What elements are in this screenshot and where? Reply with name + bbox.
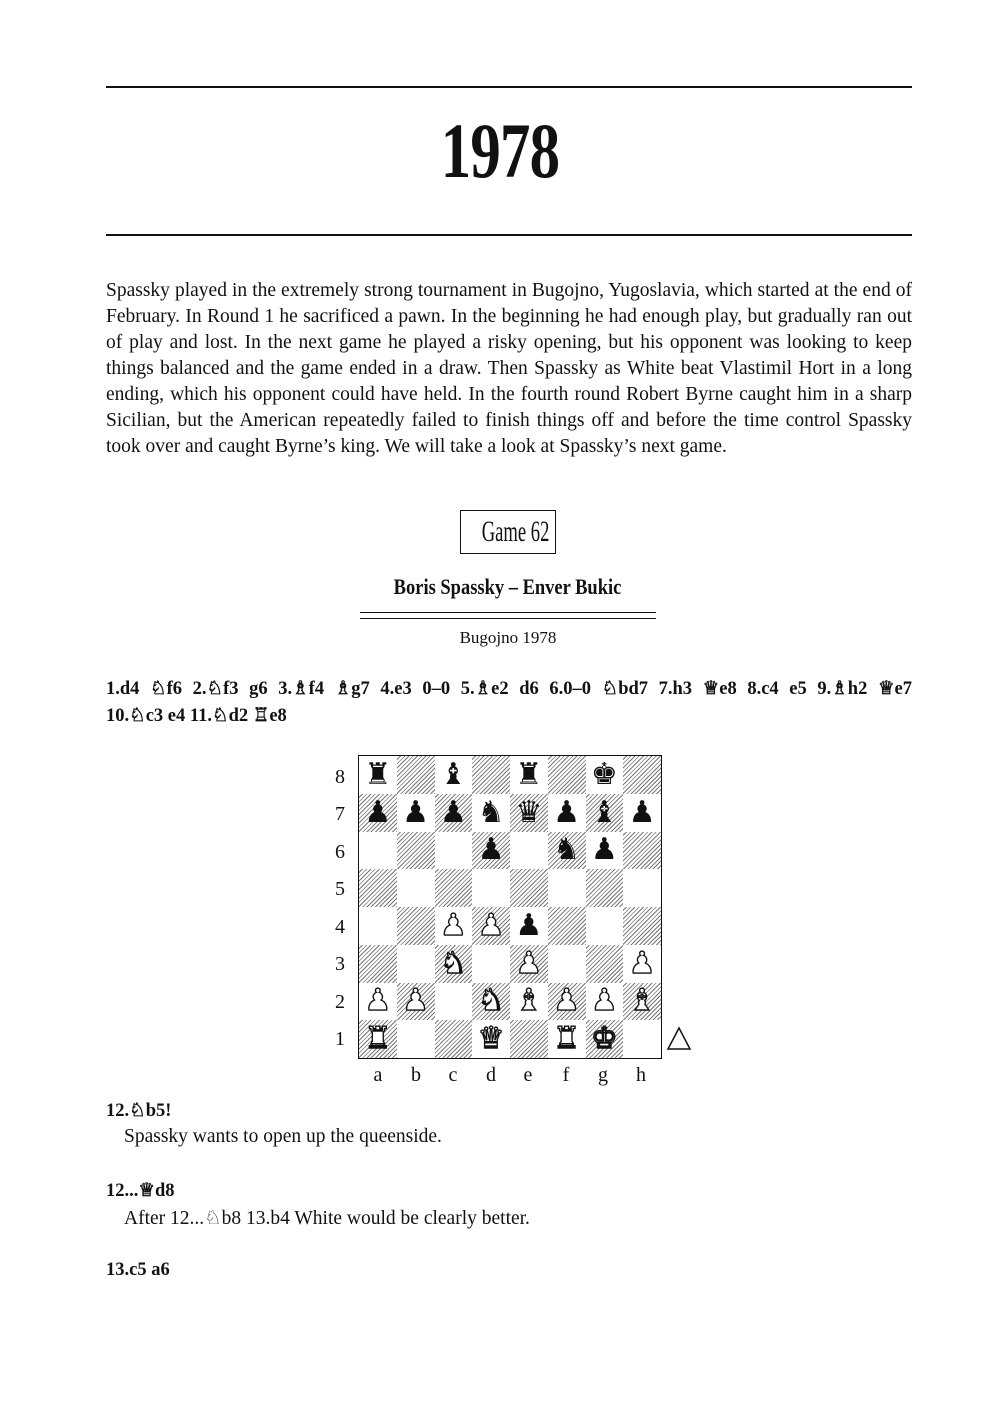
square-g2 — [586, 983, 624, 1021]
square-d4 — [472, 907, 510, 945]
white-pawn-icon: ♟ — [439, 907, 467, 943]
white-pawn-icon: ♟ — [515, 945, 543, 981]
file-label: h — [636, 1064, 646, 1086]
square-d6 — [472, 832, 510, 870]
square-e7 — [510, 794, 548, 832]
rank-label: 4 — [335, 916, 345, 938]
rank-label: 1 — [335, 1028, 345, 1050]
square-f2 — [548, 983, 586, 1021]
move-13: 13.c5 a6 — [106, 1260, 170, 1280]
square-c7 — [435, 794, 473, 832]
square-g1 — [586, 1020, 624, 1058]
bottom-rule — [106, 234, 912, 236]
square-b4 — [397, 907, 435, 945]
white-pawn-icon: ♟ — [590, 983, 618, 1019]
game-venue: Bugojno 1978 — [459, 628, 557, 647]
file-label: c — [448, 1064, 458, 1086]
square-a7 — [359, 794, 397, 832]
comment-12-white: Spassky wants to open up the queenside. — [124, 1126, 442, 1147]
black-queen-icon: ♛ — [515, 794, 543, 830]
square-f4 — [548, 907, 586, 945]
white-pawn-icon: ♟ — [477, 907, 505, 943]
chess-diagram — [358, 755, 662, 1059]
file-label: f — [562, 1064, 570, 1086]
white-king-icon: ♚ — [590, 1021, 618, 1057]
square-b6 — [397, 832, 435, 870]
square-g4 — [586, 907, 624, 945]
square-a5 — [359, 869, 397, 907]
square-d8 — [472, 756, 510, 794]
white-bishop-icon: ♝ — [515, 983, 543, 1019]
square-f8 — [548, 756, 586, 794]
black-pawn-icon: ♟ — [515, 907, 543, 943]
black-pawn-icon: ♟ — [628, 794, 656, 830]
square-c5 — [435, 869, 473, 907]
square-a2 — [359, 983, 397, 1021]
white-pawn-icon: ♟ — [628, 945, 656, 981]
square-b1 — [397, 1020, 435, 1058]
square-h1 — [623, 1020, 661, 1058]
square-c1 — [435, 1020, 473, 1058]
square-e6 — [510, 832, 548, 870]
square-e2 — [510, 983, 548, 1021]
black-pawn-icon: ♟ — [553, 794, 581, 830]
square-a3 — [359, 945, 397, 983]
file-label: d — [486, 1064, 496, 1086]
square-b2 — [397, 983, 435, 1021]
square-c3 — [435, 945, 473, 983]
square-h5 — [623, 869, 661, 907]
square-f7 — [548, 794, 586, 832]
square-a4 — [359, 907, 397, 945]
black-rook-icon: ♜ — [364, 756, 392, 792]
white-pawn-icon: ♟ — [364, 983, 392, 1019]
black-rook-icon: ♜ — [515, 756, 543, 792]
rank-label: 7 — [335, 803, 345, 825]
square-e3 — [510, 945, 548, 983]
comment-12-black: After 12...♘b8 13.b4 White would be clearly better. — [124, 1208, 530, 1229]
square-h8 — [623, 756, 661, 794]
file-label: a — [373, 1064, 383, 1086]
square-a6 — [359, 832, 397, 870]
white-rook-icon: ♜ — [553, 1021, 581, 1057]
black-pawn-icon: ♟ — [439, 794, 467, 830]
file-label: g — [598, 1064, 608, 1086]
black-pawn-icon: ♟ — [402, 794, 430, 830]
square-c2 — [435, 983, 473, 1021]
white-bishop-icon: ♝ — [628, 983, 656, 1019]
opening-moves-line-1: 1.d4 ♘f6 2.♘f3 g6 3.♗f4 ♗g7 4.e3 0–0 5.♗e2 d6 6.0–0 ♘bd7 7.h3 ♕e8 8.c4 e5 9.♗h2 ♕e7 — [106, 679, 912, 699]
white-queen-icon: ♛ — [477, 1021, 505, 1057]
square-h2 — [623, 983, 661, 1021]
black-pawn-icon: ♟ — [477, 832, 505, 868]
square-e4 — [510, 907, 548, 945]
square-b3 — [397, 945, 435, 983]
square-g3 — [586, 945, 624, 983]
rank-label: 8 — [335, 766, 345, 788]
rank-label: 3 — [335, 953, 345, 975]
black-bishop-icon: ♝ — [590, 794, 618, 830]
square-b5 — [397, 869, 435, 907]
rank-label: 6 — [335, 841, 345, 863]
square-c6 — [435, 832, 473, 870]
players-double-rule — [360, 612, 656, 619]
square-h4 — [623, 907, 661, 945]
square-g7 — [586, 794, 624, 832]
black-pawn-icon: ♟ — [590, 832, 618, 868]
game-label: Game 62 — [481, 515, 550, 548]
square-d5 — [472, 869, 510, 907]
square-b7 — [397, 794, 435, 832]
black-king-icon: ♚ — [590, 756, 618, 792]
intro-paragraph: Spassky played in the extremely strong tournament in Bugojno, Yugoslavia, which started at the end of February. In Round 1 he sacrificed a pawn. In the beginning he had enough play, but gradually ran out of play and lost. In the next game he played a risky opening, but his opponent was looking to keep things balanced and the game ended in a draw. Then Spassky as White beat Vlastimil Hort in a long ending, which his opponent could have held. In the fourth round Robert Byrne caught him in a sharp Sicilian, but the American repeatedly failed to finish things off and before the time control Spassky took over and caught Byrne’s king. We will take a look at Spassky’s next game. — [106, 280, 912, 457]
white-knight-icon: ♞ — [439, 945, 467, 981]
move-12-black: 12...♕d8 — [106, 1181, 175, 1201]
square-f3 — [548, 945, 586, 983]
square-d1 — [472, 1020, 510, 1058]
square-c4 — [435, 907, 473, 945]
file-label: e — [523, 1064, 533, 1086]
players-text: Boris Spassky – Enver Bukic — [394, 574, 622, 599]
black-knight-icon: ♞ — [477, 794, 505, 830]
square-b8 — [397, 756, 435, 794]
white-rook-icon: ♜ — [364, 1021, 392, 1057]
square-e5 — [510, 869, 548, 907]
black-pawn-icon: ♟ — [364, 794, 392, 830]
square-g6 — [586, 832, 624, 870]
file-label: b — [411, 1064, 421, 1086]
black-knight-icon: ♞ — [553, 832, 581, 868]
square-a8 — [359, 756, 397, 794]
square-d7 — [472, 794, 510, 832]
square-g8 — [586, 756, 624, 794]
square-d2 — [472, 983, 510, 1021]
square-a1 — [359, 1020, 397, 1058]
players-heading — [0, 574, 1000, 600]
opening-moves — [106, 676, 912, 730]
square-c8 — [435, 756, 473, 794]
square-f1 — [548, 1020, 586, 1058]
square-h3 — [623, 945, 661, 983]
game-number-box — [460, 510, 556, 554]
square-h7 — [623, 794, 661, 832]
square-d3 — [472, 945, 510, 983]
chess-board — [359, 756, 661, 1058]
square-f5 — [548, 869, 586, 907]
square-f6 — [548, 832, 586, 870]
rank-label: 2 — [335, 991, 345, 1013]
white-knight-icon: ♞ — [477, 983, 505, 1019]
white-pawn-icon: ♟ — [402, 983, 430, 1019]
opening-moves-line-2: 10.♘c3 e4 11.♘d2 ♖e8 — [106, 706, 287, 726]
rank-label: 5 — [335, 878, 345, 900]
white-pawn-icon: ♟ — [553, 983, 581, 1019]
white-to-move-icon — [666, 1026, 692, 1052]
square-h6 — [623, 832, 661, 870]
top-rule — [106, 86, 912, 88]
square-g5 — [586, 869, 624, 907]
square-e8 — [510, 756, 548, 794]
move-12-white: 12.♘b5! — [106, 1101, 172, 1121]
square-e1 — [510, 1020, 548, 1058]
chapter-year: 1978 — [440, 107, 560, 194]
black-bishop-icon: ♝ — [439, 756, 467, 792]
